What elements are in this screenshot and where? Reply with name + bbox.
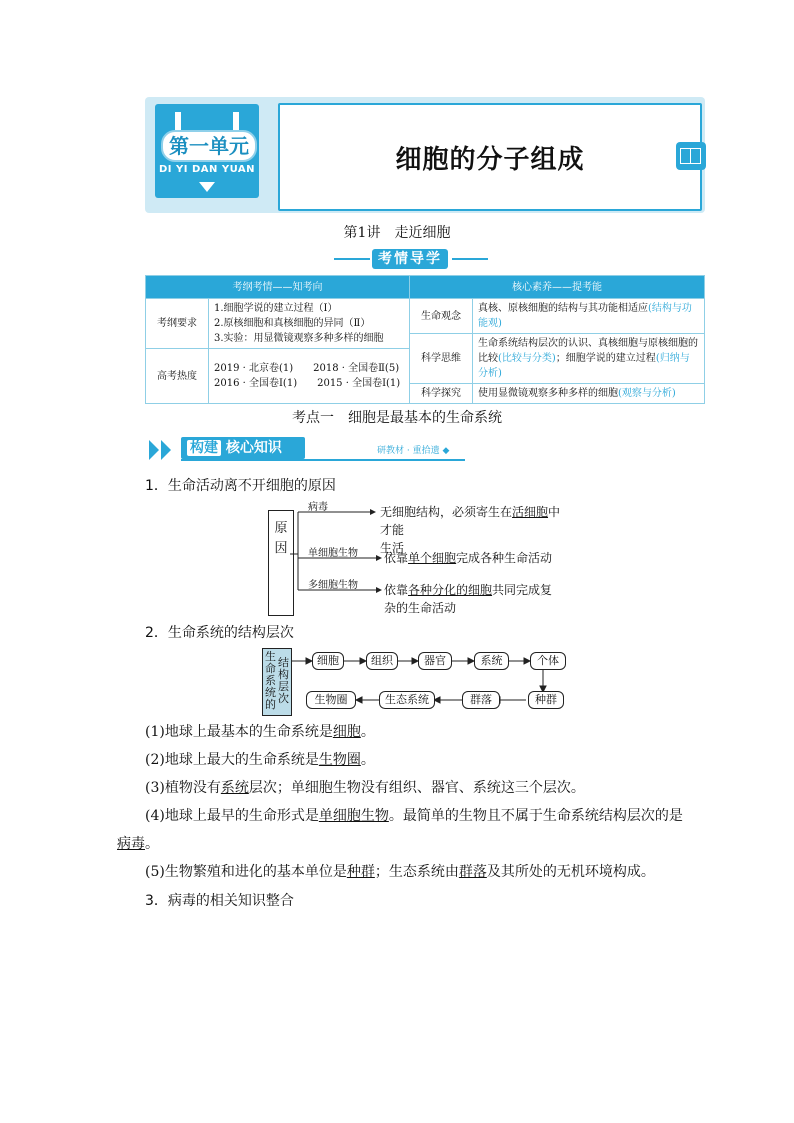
title-panel [278,103,702,211]
unit-label: 第一单元 [161,130,257,162]
list-item: 2.原核细胞和真核细胞的异同（Ⅱ） [214,318,371,329]
level-node: 种群 [528,691,564,709]
list-item-continuation: 病毒。 [117,836,159,852]
heading-2: 2．生命系统的结构层次 [145,625,294,641]
down-arrow-icon [199,182,215,192]
level-node: 生物圈 [306,691,356,709]
branch-label: 病毒 [308,502,328,513]
list-item: (4)地球上最早的生命形式是单细胞生物。最简单的生物且不属于生命系统结构层次的是 [145,808,683,824]
reason-box: 原因 [268,510,294,616]
literacy-cell: 使用显微镜观察多种多样的细胞(观察与分析) [473,384,705,404]
section-deco-title: 考情导学 [372,249,448,269]
heading-3: 3．病毒的相关知识整合 [145,893,294,909]
exam-point-title: 考点一 细胞是最基本的生命系统 [292,410,502,426]
badge-pin [233,112,239,130]
list-item: 3.实验：用显微镜观察多种多样的细胞 [214,333,384,344]
lecture-title: 第1讲 走近细胞 [343,225,451,241]
deco-wave-right [452,258,488,260]
list-item: (3)植物没有系统层次；单细胞生物没有组织、器官、系统这三个层次。 [145,780,585,796]
book-search-icon [676,142,706,170]
list-item: (1)地球上最基本的生命系统是细胞。 [145,724,375,740]
level-node: 组织 [366,652,398,670]
levels-label-col2: 结构层次 [278,656,289,705]
life-system-levels-diagram [262,648,572,718]
exam-info-table [145,275,705,404]
row-label: 科学思维 [410,334,473,384]
deco-wave-left [334,258,370,260]
levels-label-col1: 生命系统的 [265,650,276,711]
level-node: 群落 [462,691,500,709]
branch-text: 依靠单个细胞完成各种生命活动 [384,551,553,565]
row-label: 生命观念 [410,299,473,334]
branch-text: 依靠各种分化的细胞共同完成复 杂的生命活动 [384,583,553,615]
row-label: 考纲要求 [146,299,209,349]
list-item: 2019 · 北京卷(1) 2018 · 全国卷Ⅱ(5) [214,363,400,374]
heading-1: 1．生命活动离不开细胞的原因 [145,478,336,494]
chevron-right-icon [161,440,171,460]
reason-diagram [262,494,562,614]
heat-items [209,349,410,404]
page-title: 细胞的分子组成 [395,145,585,175]
row-label: 高考热度 [146,349,209,404]
table-header-right: 核心素养——提考能 [410,276,705,299]
syllabus-items [209,299,410,349]
unit-badge-box [155,104,259,198]
list-item: (2)地球上最大的生命系统是生物圈。 [145,752,375,768]
level-node: 系统 [474,652,509,670]
list-item: (5)生物繁殖和进化的基本单位是种群；生态系统由群落及其所处的无机环境构成。 [145,864,655,880]
literacy-cell: 真核、原核细胞的结构与其功能相适应(结构与功能观) [473,299,705,334]
branch-text: 无细胞结构，必须寄生在活细胞中才能 生活 [380,505,561,555]
section-header [145,437,465,463]
section-subtitle: 研教材 · 重拾遗 ◆ [377,446,450,456]
level-node: 细胞 [312,652,344,670]
chevron-right-icon [149,440,159,460]
row-label: 科学探究 [410,384,473,404]
badge-pin [175,112,181,130]
section-badge: 构建 核心知识 [181,437,305,459]
unit-pinyin: DI YI DAN YUAN [159,164,255,175]
level-node: 器官 [418,652,452,670]
table-header-left: 考纲考情——知考向 [146,276,410,299]
branch-label: 多细胞生物 [308,580,358,591]
section-underline [181,459,465,461]
branch-label: 单细胞生物 [308,548,358,559]
level-node: 个体 [530,652,566,670]
level-node: 生态系统 [379,691,435,709]
list-item: 1.细胞学说的建立过程（Ⅰ） [214,303,338,314]
list-item: 2016 · 全国卷Ⅰ(1) 2015 · 全国卷Ⅰ(1) [214,378,401,389]
literacy-cell: 生命系统结构层次的认识、真核细胞与原核细胞的比较(比较与分类)；细胞学说的建立过程(归纳与分析) [473,334,705,384]
